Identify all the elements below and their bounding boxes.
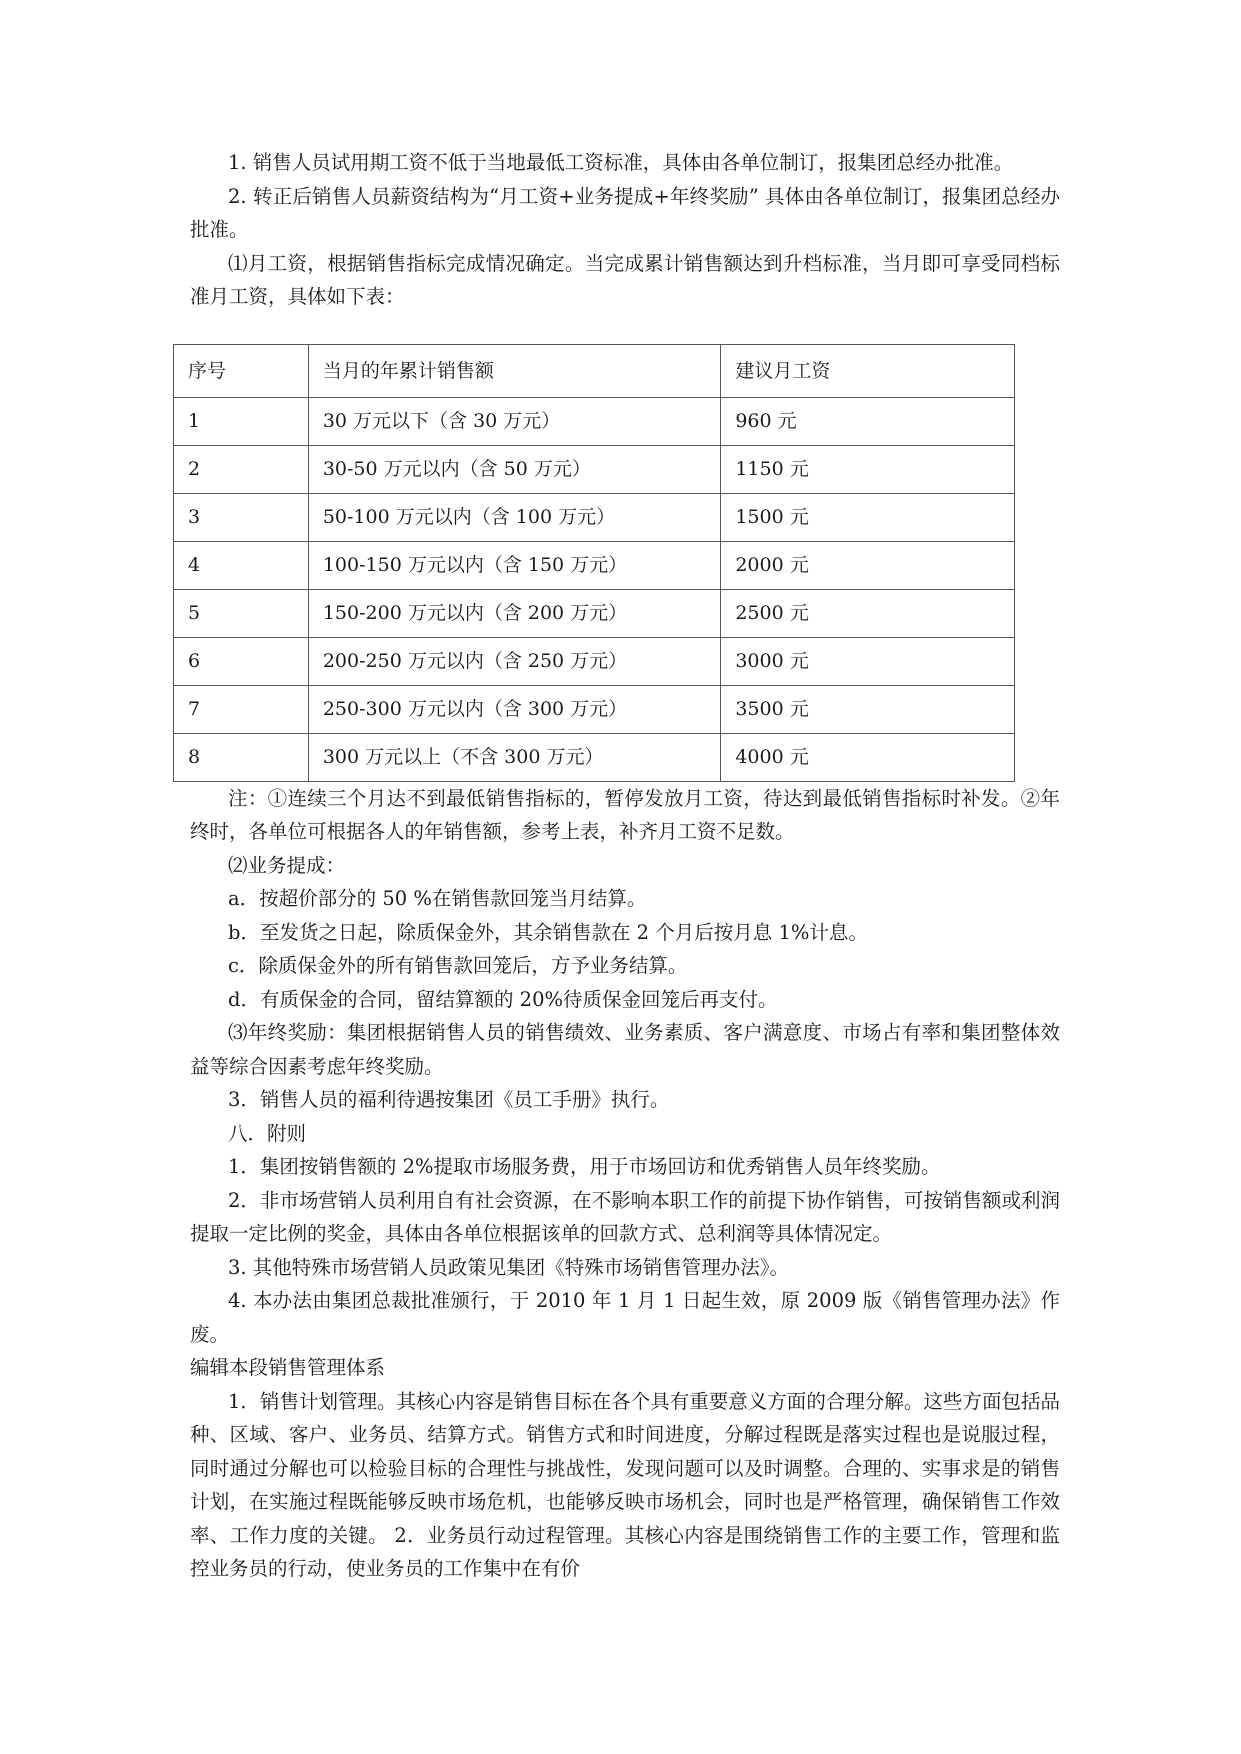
table-cell-salary: 1150 元 — [721, 445, 1015, 493]
table-cell-salary: 2500 元 — [721, 589, 1015, 637]
paragraph-commission-b: b．至发货之日起，除质保金外，其余销售款在 2 个月后按月息 1%计息。 — [228, 920, 868, 944]
table-cell-index: 5 — [174, 589, 309, 637]
table-row — [174, 493, 1015, 541]
table-cell-sales-range: 100-150 万元以内（含 150 万元） — [308, 541, 721, 589]
wage-table — [173, 344, 1015, 782]
paragraph-commission-heading: ⑵业务提成： — [228, 853, 346, 877]
table-cell-salary: 1500 元 — [721, 493, 1015, 541]
table-cell-sales-range: 200-250 万元以内（含 250 万元） — [308, 637, 721, 685]
table-cell-sales-range: 30-50 万元以内（含 50 万元） — [308, 445, 721, 493]
paragraph-probation-salary: 1. 销售人员试用期工资不低于当地最低工资标准，具体由各单位制订，报集团总经办批准。 — [228, 151, 1014, 174]
table-row — [174, 637, 1015, 685]
table-cell-salary: 2000 元 — [721, 541, 1015, 589]
paragraph-monthly-salary: ⑴月工资，根据销售指标完成情况确定。当完成累计销售额达到升档标准，当月即可享受同档标准月工资，具体如下表： — [190, 251, 1060, 308]
table-row — [174, 589, 1015, 637]
paragraph-appendix-3: 3. 其他特殊市场营销人员政策见集团《特殊市场销售管理办法》。 — [228, 1255, 790, 1279]
table-cell-salary: 4000 元 — [721, 733, 1015, 781]
table-cell-index: 8 — [174, 733, 309, 781]
paragraph-appendix-4: 4. 本办法由集团总裁批准颁行，于 2010 年 1 月 1 日起生效，原 2009 版《销售管理办法》作废。 — [190, 1289, 1060, 1346]
table-header-cell: 序号 — [174, 344, 309, 397]
table-header-cell: 建议月工资 — [721, 344, 1015, 397]
document-page — [190, 146, 1060, 1586]
table-row — [174, 445, 1015, 493]
table-cell-index: 3 — [174, 493, 309, 541]
table-header-cell: 当月的年累计销售额 — [308, 344, 721, 397]
paragraph-salary-structure: 2. 转正后销售人员薪资结构为“月工资+业务提成+年终奖励” 具体由各单位制订，报集团总经办批准。 — [190, 184, 1060, 241]
paragraph-welfare: 3．销售人员的福利待遇按集团《员工手册》执行。 — [228, 1088, 670, 1111]
table-cell-salary: 960 元 — [721, 397, 1015, 445]
paragraph-sales-plan: 1．销售计划管理。其核心内容是销售目标在各个具有重要意义方面的合理分解。这些方面包括品种、区域、客户、业务员、结算方式。销售方式和时间进度，分解过程既是落实过程也是说服过程，同时通过分解也可以检验目标的合理性与挑战性，发现问题可以及时调整。合理的、实事求是的销售计划，在实施过程既能够反映市场危机，也能够反映市场机会，同时也是严格管理，确保销售工作效率、工作力度的关键。 2．业务员行动过程管理。其核心内容是围绕销售工作的主要工作，管理和监控业务员的行动，使业务员的工作集中在有价 — [190, 1389, 1060, 1580]
table-cell-salary: 3500 元 — [721, 685, 1015, 733]
table-row — [174, 685, 1015, 733]
table-cell-sales-range: 250-300 万元以内（含 300 万元） — [308, 685, 721, 733]
paragraph-appendix-2: 2．非市场营销人员利用自有社会资源，在不影响本职工作的前提下协作销售，可按销售额或利润提取一定比例的奖金，具体由各单位根据该单的回款方式、总利润等具体情况定。 — [190, 1188, 1060, 1245]
table-row — [174, 541, 1015, 589]
table-cell-index: 2 — [174, 445, 309, 493]
section-heading: 编辑本段销售管理体系 — [190, 1356, 386, 1379]
table-cell-sales-range: 300 万元以上（不含 300 万元） — [308, 733, 721, 781]
paragraph-appendix-heading: 八．附则 — [228, 1121, 307, 1145]
table-cell-sales-range: 150-200 万元以内（含 200 万元） — [308, 589, 721, 637]
table-cell-salary: 3000 元 — [721, 637, 1015, 685]
table-cell-index: 7 — [174, 685, 309, 733]
table-cell-sales-range: 50-100 万元以内（含 100 万元） — [308, 493, 721, 541]
table-row — [174, 733, 1015, 781]
paragraph-year-end-bonus: ⑶年终奖励：集团根据销售人员的销售绩效、业务素质、客户满意度、市场占有率和集团整体效益等综合因素考虑年终奖励。 — [190, 1021, 1060, 1078]
table-header-row — [174, 344, 1015, 397]
paragraph-commission-d: d．有质保金的合同，留结算额的 20%待质保金回笼后再支付。 — [228, 987, 778, 1011]
table-cell-index: 4 — [174, 541, 309, 589]
table-cell-sales-range: 30 万元以下（含 30 万元） — [308, 397, 721, 445]
paragraph-commission-c: c．除质保金外的所有销售款回笼后，方予业务结算。 — [228, 954, 688, 977]
table-cell-index: 6 — [174, 637, 309, 685]
paragraph-table-note: 注：①连续三个月达不到最低销售指标的，暂停发放月工资，待达到最低销售指标时补发。②年终时，各单位可根据各人的年销售额，参考上表，补齐月工资不足数。 — [190, 786, 1060, 843]
paragraph-appendix-1: 1．集团按销售额的 2%提取市场服务费，用于市场回访和优秀销售人员年终奖励。 — [228, 1155, 941, 1178]
table-row — [174, 397, 1015, 445]
table-cell-index: 1 — [174, 397, 309, 445]
paragraph-commission-a: a．按超价部分的 50 %在销售款回笼当月结算。 — [228, 887, 647, 910]
